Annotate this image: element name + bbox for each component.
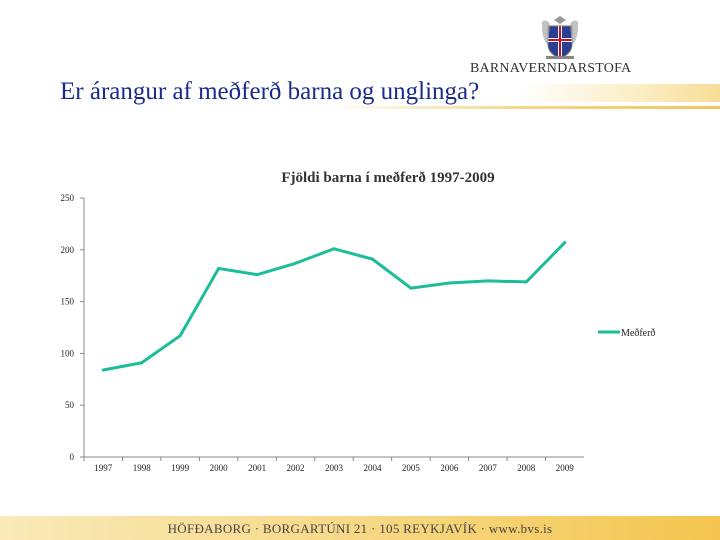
data-point [448,281,451,284]
x-tick-label: 2005 [401,463,420,473]
page-title: Er árangur af meðferð barna og unglinga? [60,78,480,105]
data-point [256,273,259,276]
y-tick-label: 200 [60,244,74,255]
y-tick-label: 50 [65,400,74,411]
y-tick-label: 0 [69,452,74,462]
x-tick-label: 2006 [440,463,459,473]
y-tick-label: 150 [60,296,74,307]
data-point [294,262,297,265]
x-tick-label: 2004 [363,463,382,473]
x-tick-label: 2003 [325,463,343,473]
data-point [409,287,412,290]
x-tick-label: 2008 [517,463,536,473]
x-tick-label: 2007 [478,463,497,473]
data-point [371,258,374,261]
data-point [525,280,528,283]
x-tick-label: 2001 [248,463,267,473]
data-point [333,247,336,250]
x-tick-label: 1999 [171,463,190,473]
data-point [140,361,143,364]
organization-name: BARNAVERNDARSTOFA [470,61,632,76]
data-point [179,334,182,337]
legend-label: Meðferð [621,328,656,339]
data-point [563,241,566,244]
data-point [102,368,105,371]
series-line [103,243,565,370]
y-tick-label: 250 [60,193,74,203]
chart-title: Fjöldi barna í meðferð 1997-2009 [281,170,495,186]
x-tick-label: 2009 [555,463,574,473]
y-tick-label: 100 [60,348,74,359]
data-point [217,267,220,270]
data-point [486,279,489,282]
x-tick-label: 2000 [209,463,228,473]
x-tick-label: 1997 [94,463,113,473]
footer-text: HÖFÐABORG · BORGARTÚNI 21 · 105 REYKJAVÍK · www.bvs.is [167,521,553,536]
x-tick-label: 1998 [132,463,151,473]
x-tick-label: 2002 [286,463,305,473]
